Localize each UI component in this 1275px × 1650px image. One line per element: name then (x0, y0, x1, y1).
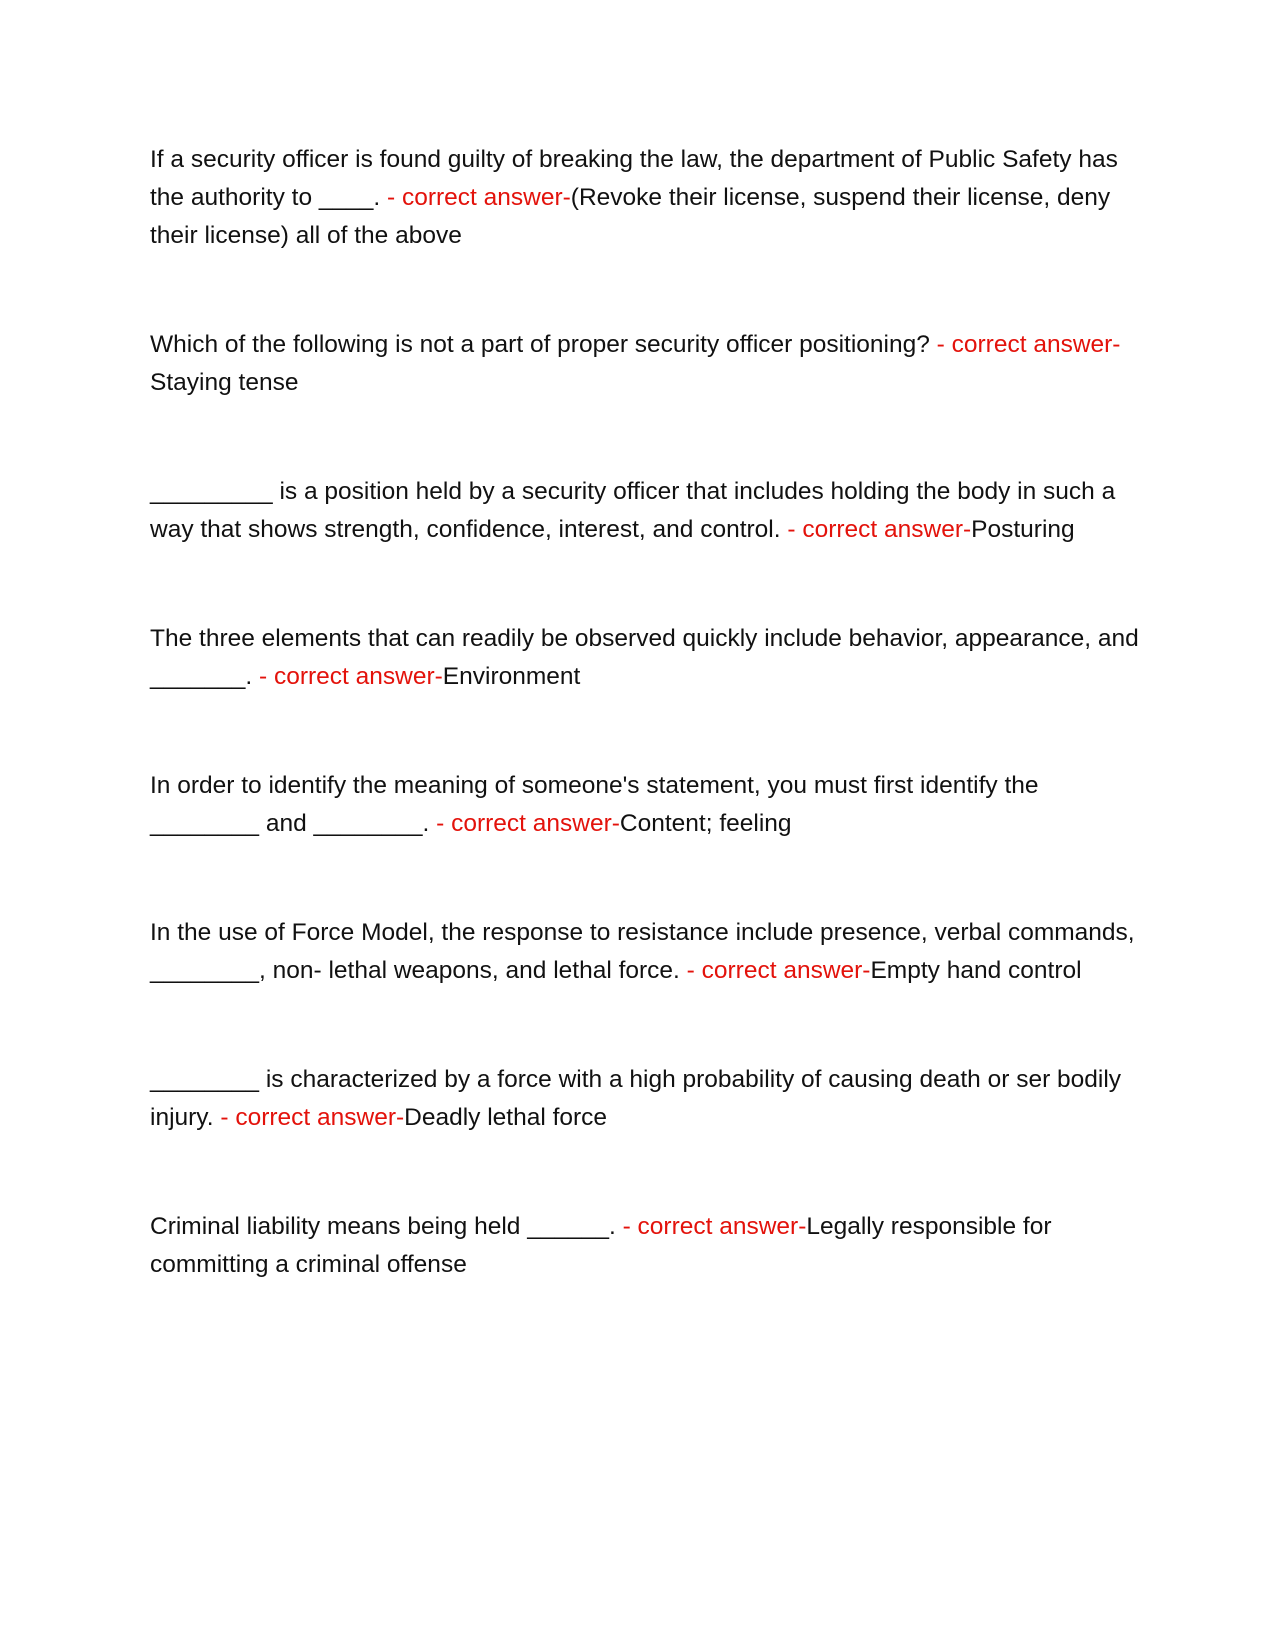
qa-item-8 (150, 1208, 1140, 1284)
question-text: In order to identify the meaning of someone's statement, you must first identify the ________ and ________. (150, 772, 1039, 837)
qa-list (150, 141, 1140, 1355)
question-text: Criminal liability means being held ______. (150, 1213, 616, 1240)
correct-answer-label: - correct answer- (252, 663, 443, 690)
question-text: _________ is a position held by a security officer that includes holding the body in such a way that shows strength, confidence, interest, and control. (150, 478, 1116, 543)
qa-item-7 (150, 1061, 1140, 1137)
correct-answer-label: - correct answer- (213, 1104, 405, 1131)
correct-answer-label: - correct answer- (429, 810, 620, 837)
correct-answer-label: - correct answer- (679, 957, 871, 984)
question-text: If a security officer is found guilty of breaking the law, the department of Public Safety has the authority to ____. (150, 146, 1118, 211)
correct-answer-label: - correct answer- (380, 184, 571, 211)
qa-item-1 (150, 141, 1140, 255)
qa-item-2 (150, 326, 1140, 402)
qa-item-4 (150, 620, 1140, 696)
answer-text: Deadly lethal force (404, 1104, 608, 1131)
qa-item-3 (150, 473, 1140, 549)
answer-text: Posturing (971, 516, 1075, 543)
answer-text: Empty hand control (870, 957, 1082, 984)
answer-text: Legally responsible for committing a criminal offense (150, 1213, 1052, 1278)
question-text: Which of the following is not a part of proper security officer positioning? (150, 331, 930, 358)
question-text: ________ is characterized by a force with a high probability of causing death or ser bodily injury. (150, 1066, 1122, 1131)
qa-item-6 (150, 914, 1140, 990)
question-text: In the use of Force Model, the response to resistance include presence, verbal commands, ________, non- lethal weapons, and lethal force. (150, 919, 1135, 984)
correct-answer-label: - correct answer- (615, 1213, 807, 1240)
answer-text: Staying tense (150, 369, 299, 396)
correct-answer-label: - correct answer- (780, 516, 972, 543)
question-text: The three elements that can readily be observed quickly include behavior, appearance, and _______. (150, 625, 1139, 690)
answer-text: Environment (442, 663, 581, 690)
answer-text: Content; feeling (619, 810, 792, 837)
qa-item-5 (150, 767, 1140, 843)
correct-answer-label: - correct answer- (929, 331, 1121, 358)
answer-text: (Revoke their license, suspend their license, deny their license) all of the above (150, 184, 1111, 249)
